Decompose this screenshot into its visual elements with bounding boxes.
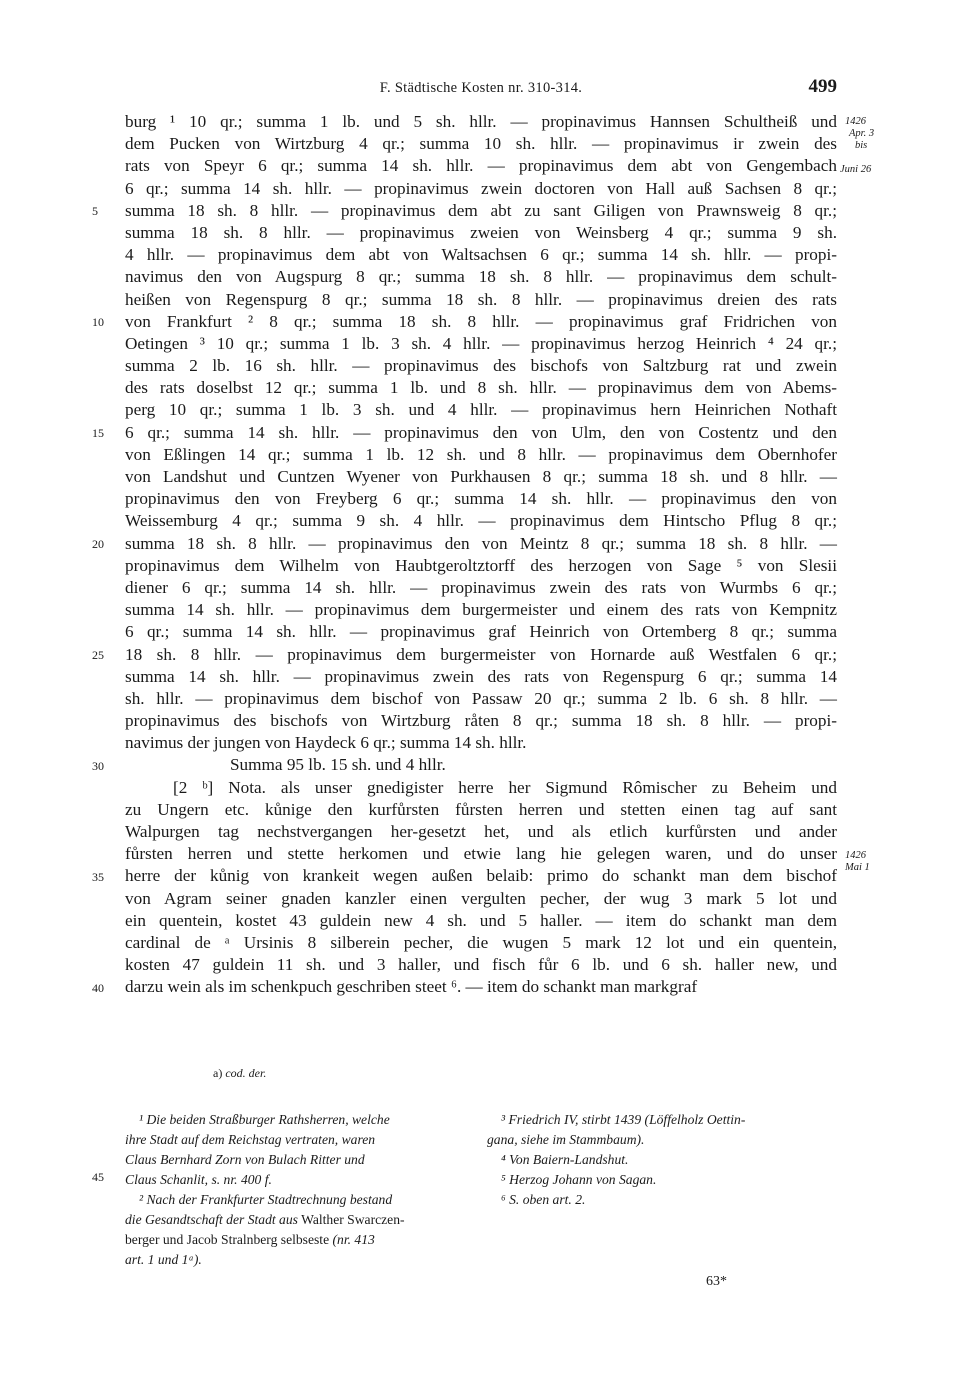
main-text bbox=[125, 111, 837, 999]
running-header bbox=[125, 76, 837, 100]
text-line: Weissemburg 4 qr.; summa 9 sh. 4 hllr. — propinavimus dem Hintscho Pflug 8 qr.; bbox=[125, 511, 837, 531]
footnote-2-line-1: ² Nach der Frankfurter Stadtrechnung bestand bbox=[139, 1192, 393, 1207]
line-number-25: 25 bbox=[92, 648, 104, 662]
margin-bis: bis bbox=[855, 140, 868, 151]
text-line: dem Pucken von Wirtzburg 4 qr.; summa 10 sh. hllr. — propinavimus ir zwein des bbox=[125, 134, 837, 154]
text-line: 6 qr.; summa 14 sh. hllr. — propinavimus den von Ulm, den von Costentz und den bbox=[125, 422, 837, 442]
text-line: summa 18 sh. 8 hllr. — propinavimus dem abt zu sant Giligen von Prawnsweig 8 qr.; bbox=[125, 200, 837, 220]
footnote-2-line-3b: (nr. 413 bbox=[329, 1232, 375, 1247]
margin-year-2: 1426 bbox=[845, 850, 866, 861]
footnotes-right-column bbox=[487, 1110, 832, 1210]
text-line: summa 18 sh. 8 hllr. — propinavimus zweien von Weinsberg 4 qr.; summa 9 sh. bbox=[125, 222, 837, 242]
footnote-1 bbox=[125, 1110, 465, 1190]
footnotes-left-column bbox=[125, 1110, 465, 1270]
text-line: navimus den von Augspurg 8 qr.; summa 18 sh. 8 hllr. — propinavimus dem schult- bbox=[125, 267, 837, 287]
footnote-4-line: ⁴ Von Baiern-Landshut. bbox=[501, 1152, 629, 1167]
text-line: herre der kůnig von krankeit wegen außen belaib: primo do schankt man dem bischof bbox=[125, 866, 837, 886]
margin-date-2 bbox=[845, 850, 870, 874]
text-line: navimus der jungen von Haydeck 6 qr.; summa 14 sh. hllr. bbox=[125, 733, 527, 753]
text-line: von Frankfurt ² 8 qr.; summa 18 sh. 8 hllr. — propinavimus graf Fridrichen von bbox=[125, 311, 837, 331]
text-line: rats von Speyr 6 qr.; summa 14 sh. hllr. — propinavimus dem abt von Gengembach bbox=[125, 156, 837, 176]
text-line: von Eßlingen 14 qr.; summa 1 lb. 12 sh. und 8 hllr. — propinavimus dem Obernhofer bbox=[125, 444, 837, 464]
footnote-6 bbox=[487, 1190, 832, 1210]
text-line: propinavimus den von Freyberg 6 qr.; summa 14 sh. hllr. — propinavimus den von bbox=[125, 489, 837, 509]
footnote-6-line: ⁶ S. oben art. 2. bbox=[501, 1192, 586, 1207]
margin-date-1 bbox=[845, 116, 874, 152]
footnote-2-line-4: art. 1 und 1ᵃ). bbox=[125, 1252, 202, 1267]
margin-date-1-end: Juni 26 bbox=[840, 164, 872, 175]
footnote-2-line-2a: die Gesandtschaft der Stadt aus bbox=[125, 1212, 298, 1227]
line-number-40: 40 bbox=[92, 981, 104, 995]
margin-year: 1426 bbox=[845, 116, 866, 127]
text-line: diener 6 qr.; summa 14 sh. hllr. — propinavimus zwein des rats von Wurmbs 6 qr.; bbox=[125, 577, 837, 597]
text-line: darzu wein als im schenkpuch geschriben steet ⁶. — item do schankt man markgraf bbox=[125, 977, 698, 997]
text-line: summa 18 sh. 8 hllr. — propinavimus den von Meintz 8 qr.; summa 18 sh. 8 hllr. — bbox=[125, 533, 837, 553]
margin-date-2-value: Mai 1 bbox=[845, 862, 870, 873]
text-line: fůrsten herren und stette herkomen und etwie lang hie gelegen waren, und do unser bbox=[125, 844, 837, 864]
text-line: perg 10 qr.; summa 1 lb. 3 sh. und 4 hllr. — propinavimus hern Heinrichen Nothaft bbox=[125, 400, 837, 420]
text-line: Summa 95 lb. 15 sh. und 4 hllr. bbox=[230, 755, 446, 775]
footnote-2-line-2b: Walther Swarczen- bbox=[297, 1212, 405, 1227]
footnote-1-line-1: ¹ Die beiden Straßburger Rathsherren, welche bbox=[139, 1112, 390, 1127]
footnote-3-line-1: ³ Friedrich IV, stirbt 1439 (Löffelholz Oettin- bbox=[501, 1112, 746, 1127]
footnote-2-line-3: berger und Jacob Stralnberg selbseste bbox=[125, 1232, 330, 1247]
text-line: summa 14 sh. hllr. — propinavimus dem burgermeister und einem des rats von Kempnitz bbox=[125, 600, 837, 620]
text-line: Walpurgen tag nechstvergangen her-gesetzt het, und als etlich kurfůrsten und ander bbox=[125, 822, 837, 841]
text-line: ein quentein, kostet 43 guldein new 4 sh. und 5 haller. — item do schankt man dem bbox=[125, 910, 837, 930]
text-line: 6 qr.; summa 14 sh. hllr. — propinavimus graf Heinrich von Ortemberg 8 qr.; summa bbox=[125, 622, 837, 642]
line-number-30: 30 bbox=[92, 759, 104, 773]
signature-mark: 63* bbox=[706, 1274, 727, 1289]
line-number-10: 10 bbox=[92, 315, 104, 329]
footnote-3 bbox=[487, 1110, 832, 1150]
text-line: heißen von Regenspurg 8 qr.; summa 18 sh. 8 hllr. — propinavimus dreien des rats bbox=[125, 289, 837, 309]
text-line: propinavimus dem Wilhelm von Haubtgeroltztorff des herzogen von Sage ⁵ von Slesii bbox=[125, 555, 837, 575]
text-line: [2 ᵇ] Nota. als unser gnedigister herre her Sigmund Rômischer zu Beheim und bbox=[173, 777, 837, 797]
text-line: von Agram seiner gnaden kanzler einen vergulten pecher, der wug 3 mark 5 lot und bbox=[125, 888, 837, 908]
line-number-20: 20 bbox=[92, 537, 104, 551]
line-number-15: 15 bbox=[92, 426, 104, 440]
text-line: cardinal de ᵃ Ursinis 8 silberein pecher, die wugen 5 mark 12 lot und ein quentein, bbox=[125, 932, 837, 952]
footnote-5-line: ⁵ Herzog Johann von Sagan. bbox=[501, 1172, 657, 1187]
text-line: summa 14 sh. hllr. — propinavimus zwein des rats von Regenspurg 6 qr.; summa 14 bbox=[125, 666, 837, 686]
text-line: Oetingen ³ 10 qr.; summa 1 lb. 3 sh. 4 hllr. — propinavimus herzog Heinrich ⁴ 24 qr.; bbox=[125, 333, 837, 353]
line-number-35: 35 bbox=[92, 870, 104, 884]
text-line: kosten 47 guldein 11 sh. und 3 haller, und fisch fůr 6 lb. und 6 sh. haller new, und bbox=[125, 955, 837, 975]
footnote-1-line-2: ihre Stadt auf dem Reichstag vertraten, waren bbox=[125, 1132, 376, 1147]
text-line: 18 sh. 8 hllr. — propinavimus dem burgermeister von Hornarde auß Westfalen 6 qr.; bbox=[125, 644, 837, 664]
footnote-4 bbox=[487, 1150, 832, 1170]
header-title: F. Städtische Kosten nr. 310-314. bbox=[379, 80, 583, 96]
text-line: von Landshut und Cuntzen Wyener von Purkhausen 8 qr.; summa 18 sh. und 8 hllr. — bbox=[125, 467, 837, 486]
text-line: summa 2 lb. 16 sh. hllr. — propinavimus des bischofs von Saltzburg rat und zwein bbox=[125, 356, 837, 376]
footnote-2 bbox=[125, 1190, 465, 1270]
margin-range: Apr. 3 bbox=[849, 128, 875, 139]
footnote-3-line-2: gana, siehe im Stammbaum). bbox=[487, 1132, 645, 1147]
text-line: zu Ungern etc. kůnige den kurfůrsten fůrsten herren und stetten einen tag auf sant bbox=[125, 799, 837, 819]
apparatus-siglum: a) bbox=[213, 1066, 223, 1080]
line-number-5: 5 bbox=[92, 204, 98, 218]
text-line: des rats doselbst 12 qr.; summa 1 lb. und 8 sh. hllr. — propinavimus dem von Abems- bbox=[125, 378, 837, 398]
page-number: 499 bbox=[808, 76, 837, 97]
text-line: 4 hllr. — propinavimus dem abt von Waltsachsen 6 qr.; summa 14 sh. hllr. — propi- bbox=[125, 245, 837, 265]
critical-apparatus bbox=[213, 1066, 266, 1081]
text-line: propinavimus des bischofs von Wirtzburg råten 8 qr.; summa 18 sh. 8 hllr. — propi- bbox=[125, 711, 837, 731]
line-number-45: 45 bbox=[92, 1170, 104, 1184]
text-line: burg ¹ 10 qr.; summa 1 lb. und 5 sh. hllr. — propinavimus Hannsen Schultheiß und bbox=[125, 112, 837, 131]
footnote-1-line-3: Claus Bernhard Zorn von Bulach Ritter und bbox=[125, 1152, 365, 1167]
footnote-1-line-4: Claus Schanlit, s. nr. 400 f. bbox=[125, 1172, 272, 1187]
footnote-5 bbox=[487, 1170, 832, 1190]
text-line: 6 qr.; summa 14 sh. hllr. — propinavimus zwein doctoren von Hall auß Sachsen 8 qr.; bbox=[125, 178, 837, 198]
text-line: sh. hllr. — propinavimus dem bischof von Passaw 20 qr.; summa 2 lb. 6 sh. 8 hllr. — bbox=[125, 688, 837, 708]
apparatus-text: cod. der. bbox=[225, 1066, 267, 1080]
